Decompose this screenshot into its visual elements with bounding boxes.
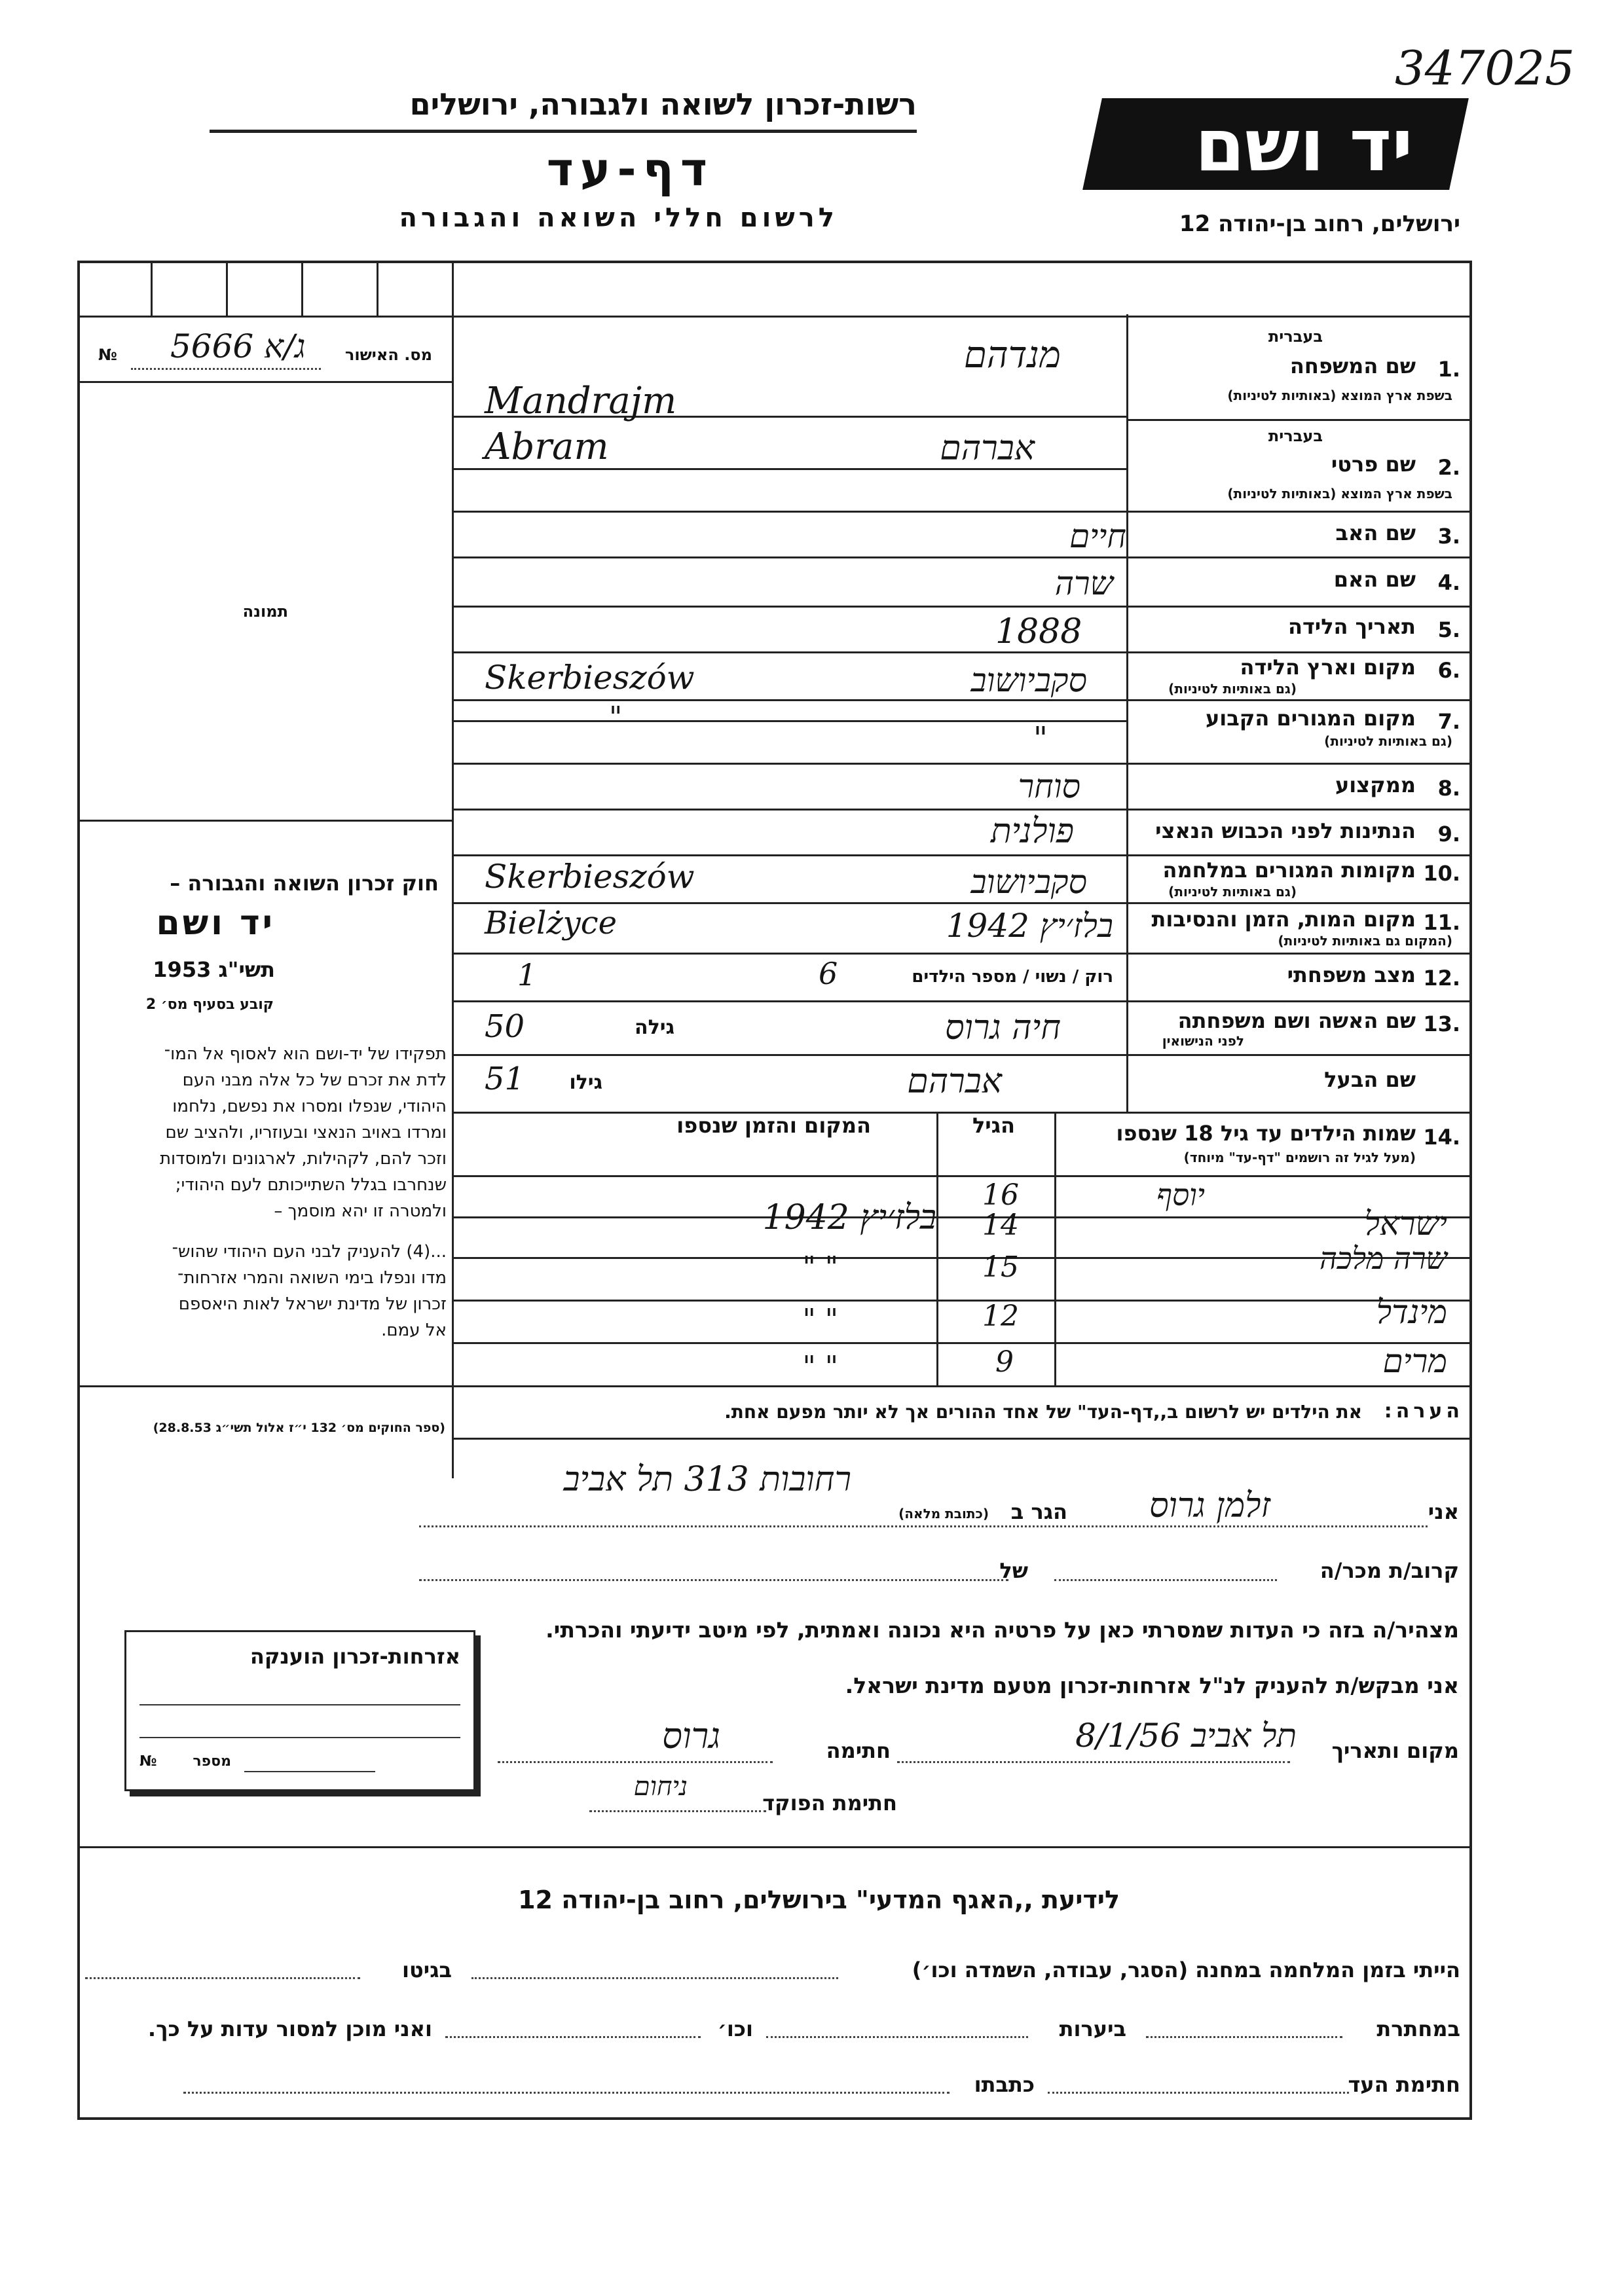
row-line-14 — [452, 1112, 1472, 1114]
footer-line3-a: חתימת העד — [1348, 2072, 1460, 2097]
law-text-line: לדת את זכרם של כל אלה מבני העם — [182, 1070, 447, 1090]
of-label: של — [999, 1558, 1028, 1583]
relative-line — [1054, 1579, 1277, 1581]
children-row-line-1 — [452, 1216, 1472, 1218]
law-text-line: ...(4) להעניק לבני העם היהודי שהוש־ — [172, 1242, 447, 1262]
row-line-6 — [452, 699, 1472, 701]
child-age: 14 — [982, 1209, 1019, 1242]
footer-line1-a: הייתי בזמן המלחמה במחנה (הסגר, עבודה, השמדה וכו׳) — [912, 1958, 1460, 1982]
children-col-place: המקום והזמן שנספו — [676, 1113, 871, 1138]
field-11-latin-value: Bielżyce — [485, 905, 618, 941]
row-line-2 — [452, 468, 1126, 470]
field-1-label: שם המשפחה — [1289, 354, 1416, 378]
declaration-address-note: (כתובת מלאה) — [898, 1506, 989, 1522]
child-age: 16 — [982, 1178, 1019, 1212]
law-name: יד ושם — [156, 903, 275, 943]
declaration-resides-label: הגר ב — [1010, 1499, 1067, 1524]
remark-bottom-line — [452, 1438, 1472, 1440]
field-12-sub-label: רוק / נשוי / מספר הילדים — [912, 967, 1113, 987]
citizenship-box-line-1 — [139, 1704, 460, 1705]
child-name: יוסף — [1156, 1177, 1205, 1212]
footer-line1-b: בגיטו — [402, 1958, 452, 1982]
field-5-label: תאריך הלידה — [1287, 614, 1416, 639]
law-text-line: מדו ונפלו בימי השואה והמרי אזרחות־ — [177, 1268, 447, 1288]
citizenship-box-number-symbol: № — [139, 1753, 157, 1770]
signature-label: חתימה — [826, 1738, 891, 1763]
children-header-line — [452, 1175, 1472, 1177]
declaration-statement: מצהיר/ה בזה כי העדות שמסרתי כאן על פרטיה היא נכונה ואמתית, לפי מיטב ידיעתי והכרתי. — [545, 1617, 1459, 1643]
husband-age: 51 — [485, 1061, 525, 1097]
child-age: 12 — [982, 1300, 1019, 1333]
row-line-3 — [452, 556, 1472, 558]
field-10-num: 10. — [1423, 861, 1460, 886]
photo-label: תמונה — [242, 602, 288, 621]
field-6-note: (גם באותיות לטיניות) — [1168, 681, 1297, 697]
footer-line2-dots-b — [766, 2036, 1028, 2038]
field-7-num: 7. — [1437, 709, 1460, 734]
field-11-label: מקום המות, הזמן והנסיבות — [1151, 907, 1416, 932]
children-note: (מעל לגיל זה רושמים "דף-עד" מיוחד) — [1183, 1150, 1416, 1165]
law-text-line: תפקידו של יד-ושם הוא לאסוף אל המו־ — [164, 1044, 447, 1064]
authority-title: רשות-זכרון לשואה ולגבורה, ירושלים — [409, 86, 917, 122]
declaration-i-value: זלמן גרוס — [1149, 1486, 1270, 1525]
left-top-cell-divider-4 — [377, 261, 378, 316]
photo-bottom-line — [77, 820, 452, 822]
left-top-cell-divider-2 — [226, 261, 228, 316]
field-8-value: סוחר — [1018, 767, 1080, 805]
law-source: (ספר החוקים מס׳ 132 י״ז אלול תשי״ג 28.8.53) — [153, 1421, 445, 1435]
place-date-value: תל אביב 8/1/56 — [1075, 1717, 1297, 1755]
law-year: תשי"ג 1953 — [153, 957, 275, 982]
approval-label: מס. האישור — [344, 346, 432, 364]
child-name: מרים — [1382, 1342, 1447, 1380]
footer-top-line — [77, 1846, 1472, 1848]
field-11-hebrew-value: בלז׳יץ 1942 — [946, 907, 1113, 945]
law-clause: קובע בסעיף מס׳ 2 — [145, 996, 274, 1013]
label-column-divider — [1126, 314, 1128, 1112]
field-5-num: 5. — [1437, 617, 1460, 642]
remark-text: את הילדים יש לרשום ב,,דף-העד" של אחד ההורים אך לא יותר מפעם אחת. — [724, 1401, 1362, 1423]
remark-label: הערה: — [1384, 1400, 1464, 1423]
field-1-lang-note: בעברית — [1268, 327, 1323, 346]
official-signature-label: חתימת הפוקד — [762, 1791, 897, 1815]
office-address: ירושלים, רחוב בן-יהודה 12 — [1179, 211, 1460, 237]
row-line-7a — [452, 720, 1126, 722]
left-column-divider — [452, 261, 454, 1478]
official-signature-line — [589, 1810, 766, 1812]
row-line-9 — [452, 854, 1472, 856]
footer-line1-dots-b — [85, 1977, 360, 1979]
husband-value: אברהם — [907, 1062, 1002, 1101]
field-1-num: 1. — [1437, 357, 1460, 382]
field-12-label: מצב משפחתי — [1287, 962, 1416, 987]
row-line-10 — [452, 902, 1472, 904]
footer-line2-d: ואני מוכן למסור עדות על כך. — [147, 2016, 432, 2041]
declaration-request: אני מבקש/ת להעניק לנ"ל אזרחות-זכרון מטעם מדינת ישראל. — [845, 1673, 1459, 1698]
field-2-note: בשפת ארץ המוצא (באותיות לטיניות) — [1227, 486, 1452, 501]
field-4-num: 4. — [1437, 570, 1460, 595]
law-text-line: שנחרבו בגלל השתייכותם לעם היהודי; — [175, 1175, 447, 1195]
row-line-13 — [452, 1054, 1472, 1056]
row-line-5 — [452, 651, 1472, 653]
child-place: " " — [802, 1303, 838, 1336]
footer-line1-dots-a — [471, 1977, 838, 1979]
row-line-11 — [452, 953, 1472, 955]
footer-line2-dots-c — [445, 2036, 701, 2038]
citizenship-box-number-label: מספר — [193, 1753, 231, 1770]
approval-value: 5666 ג/א — [170, 327, 306, 365]
citizenship-box-line-2 — [139, 1737, 460, 1738]
field-12-status-value: 1 — [517, 957, 537, 993]
footer-line3-dots-b — [183, 2092, 950, 2094]
child-place: " " — [802, 1250, 838, 1284]
children-row-line-3 — [452, 1300, 1472, 1302]
row-line-12 — [452, 1000, 1472, 1002]
field-10-note: (גם באותיות לטיניות) — [1168, 884, 1297, 900]
field-4-value: שרה — [1054, 564, 1113, 602]
row-line-1b — [1126, 419, 1472, 421]
field-8-num: 8. — [1437, 776, 1460, 801]
law-text-line: זכרון של מדינת ישראל לאות היאספם — [178, 1294, 447, 1314]
field-3-num: 3. — [1437, 524, 1460, 549]
footer-line2-c: וכו׳ — [717, 2016, 753, 2041]
logo-text: יד ושם — [1194, 103, 1413, 187]
field-13-num: 13. — [1423, 1011, 1460, 1036]
form-subtitle: לרשום חללי השואה והגבורה — [399, 203, 838, 233]
field-2-lang-note: בעברית — [1268, 427, 1323, 445]
citizenship-box-number-line — [244, 1771, 375, 1772]
child-name: ישראל — [1364, 1205, 1447, 1243]
field-12-num: 12. — [1423, 966, 1460, 991]
field-10-hebrew-value: סקביושוב — [970, 863, 1087, 901]
field-13-wife-age: 50 — [485, 1008, 525, 1045]
field-3-label: שם האב — [1335, 520, 1416, 545]
law-text-line: וזכר להם, לקהילות, לארגונים ולמוסדות — [159, 1149, 447, 1169]
children-col-divider-1 — [1054, 1112, 1056, 1385]
approval-underline — [131, 368, 321, 370]
field-12-children-count: 6 — [819, 956, 838, 991]
declaration-address-value: רחובות 313 תל אביב — [563, 1460, 851, 1499]
approval-no-symbol: № — [98, 346, 117, 364]
row-line-4 — [452, 606, 1472, 608]
field-9-label: הנתינות לפני הכבוש הנאצי — [1155, 818, 1416, 843]
law-text-line: אל עמם. — [381, 1321, 447, 1340]
declaration-i-label: אני — [1428, 1499, 1459, 1524]
footer-line2-dots-a — [1146, 2036, 1342, 2038]
field-6-latin-value: Skerbieszów — [485, 659, 695, 697]
field-5-value: 1888 — [995, 612, 1082, 651]
field-11-note: (המקום גם באותיות לטיניות) — [1278, 933, 1452, 949]
place-date-label: מקום ותאריך — [1331, 1738, 1459, 1763]
field-7-label: מקום המגורים הקבוע — [1205, 706, 1416, 731]
children-row-line-5 — [77, 1385, 1472, 1387]
declaration-line — [419, 1525, 1428, 1527]
field-1-hebrew-value: מנדהם — [963, 334, 1061, 376]
children-col-age: הגיל — [972, 1113, 1015, 1138]
field-10-label: מקומות המגורים במלחמה — [1162, 858, 1416, 883]
place-date-line — [897, 1761, 1290, 1763]
relative-label: קרוב/ת מכר/ה — [1320, 1558, 1459, 1583]
signature-value: גרוס — [662, 1715, 720, 1757]
husband-age-label: גילו — [569, 1071, 602, 1094]
field-6-hebrew-value: סקביושוב — [970, 661, 1087, 699]
official-signature-value: ניחום — [633, 1772, 688, 1802]
field-13-label: שם האשה ושם משפחתה — [1177, 1008, 1416, 1033]
field-7-note: (גם באותיות לטיניות) — [1324, 733, 1452, 749]
field-2-label: שם פרטי — [1331, 452, 1416, 477]
signature-line — [498, 1761, 773, 1763]
of-line — [419, 1579, 1008, 1581]
child-place: " " — [802, 1350, 838, 1383]
field-3-value: חיים — [1069, 517, 1126, 555]
footer-line3-dots-a — [1048, 2092, 1349, 2094]
row-line-8 — [452, 809, 1472, 811]
left-top-cell-divider-1 — [151, 261, 153, 316]
field-7-hebrew-value: " — [1033, 720, 1048, 757]
approval-row-line — [77, 381, 452, 383]
field-2-hebrew-value: אברהם — [940, 429, 1035, 468]
citizenship-box-title: אזרחות-זכרון הוענקה — [249, 1644, 460, 1669]
law-text-line: ולמטרה זו יהא מוסמך – — [274, 1201, 447, 1221]
footer-line3-b: כתבתו — [974, 2072, 1035, 2097]
footer-title: לידיעת ,,האגף המדעי" בירושלים, רחוב בן-יהודה 12 — [518, 1886, 1120, 1914]
field-10-latin-value: Skerbieszów — [485, 858, 695, 896]
row-line-2b — [452, 511, 1472, 513]
law-text-line: היהודי, שנפלו ומסרו את נפשם, נלחמו — [172, 1097, 447, 1116]
field-1-latin-value: Mandrajm — [485, 380, 677, 422]
field-2-num: 2. — [1437, 455, 1460, 480]
row-line-7 — [452, 763, 1472, 765]
left-top-cell-divider-3 — [301, 261, 303, 316]
field-2-latin-value: Abram — [485, 426, 609, 468]
children-row-line-4 — [452, 1342, 1472, 1344]
form-title: דף-עד — [546, 143, 714, 196]
field-6-num: 6. — [1437, 658, 1460, 683]
children-num: 14. — [1423, 1125, 1460, 1150]
field-13-wife-value: חיה גרוס — [945, 1008, 1061, 1048]
husband-label: שם הבעל — [1324, 1067, 1416, 1092]
field-1-note: בשפת ארץ המוצא (באותיות לטיניות) — [1227, 388, 1452, 403]
field-13-note: לפני הנישואין — [1162, 1033, 1244, 1049]
field-9-value: פולנית — [990, 812, 1074, 851]
field-6-label: מקום וארץ הלידה — [1240, 655, 1416, 680]
remark-left-divider — [452, 1385, 454, 1438]
left-top-line — [77, 316, 452, 318]
field-4-label: שם האם — [1333, 567, 1416, 592]
citizenship-box — [124, 1630, 475, 1791]
child-age: 15 — [982, 1250, 1019, 1284]
field-11-num: 11. — [1423, 910, 1460, 935]
authority-underline — [210, 130, 917, 133]
yad-vashem-logo — [1082, 98, 1469, 190]
top-row-line — [452, 316, 1472, 318]
child-name: שרה מלכה — [1320, 1241, 1447, 1276]
child-name: מינדל — [1376, 1293, 1447, 1331]
archive-number: 347025 — [1395, 41, 1575, 96]
law-text-line: ומרדו באויב הנאצי ובעוזריו, ולהציב שם — [165, 1123, 447, 1142]
children-title: שמות הילדים עד גיל 18 שנספו — [1116, 1121, 1416, 1146]
children-col-divider-2 — [936, 1112, 938, 1385]
field-13-wife-age-label: גילה — [635, 1016, 674, 1039]
child-age: 9 — [995, 1345, 1014, 1379]
field-8-label: ממקצוע — [1335, 773, 1416, 797]
law-text — [81, 1041, 447, 1343]
footer-line2-b: ביערות — [1059, 2016, 1126, 2041]
field-9-num: 9. — [1437, 822, 1460, 847]
law-title: חוק זכרון השואה והגבורה – — [170, 871, 439, 896]
footer-line2-a: במחתרת — [1376, 2016, 1460, 2041]
field-7-latin-value: " — [609, 701, 623, 734]
child-place: בלז׳יץ 1942 — [762, 1198, 936, 1237]
